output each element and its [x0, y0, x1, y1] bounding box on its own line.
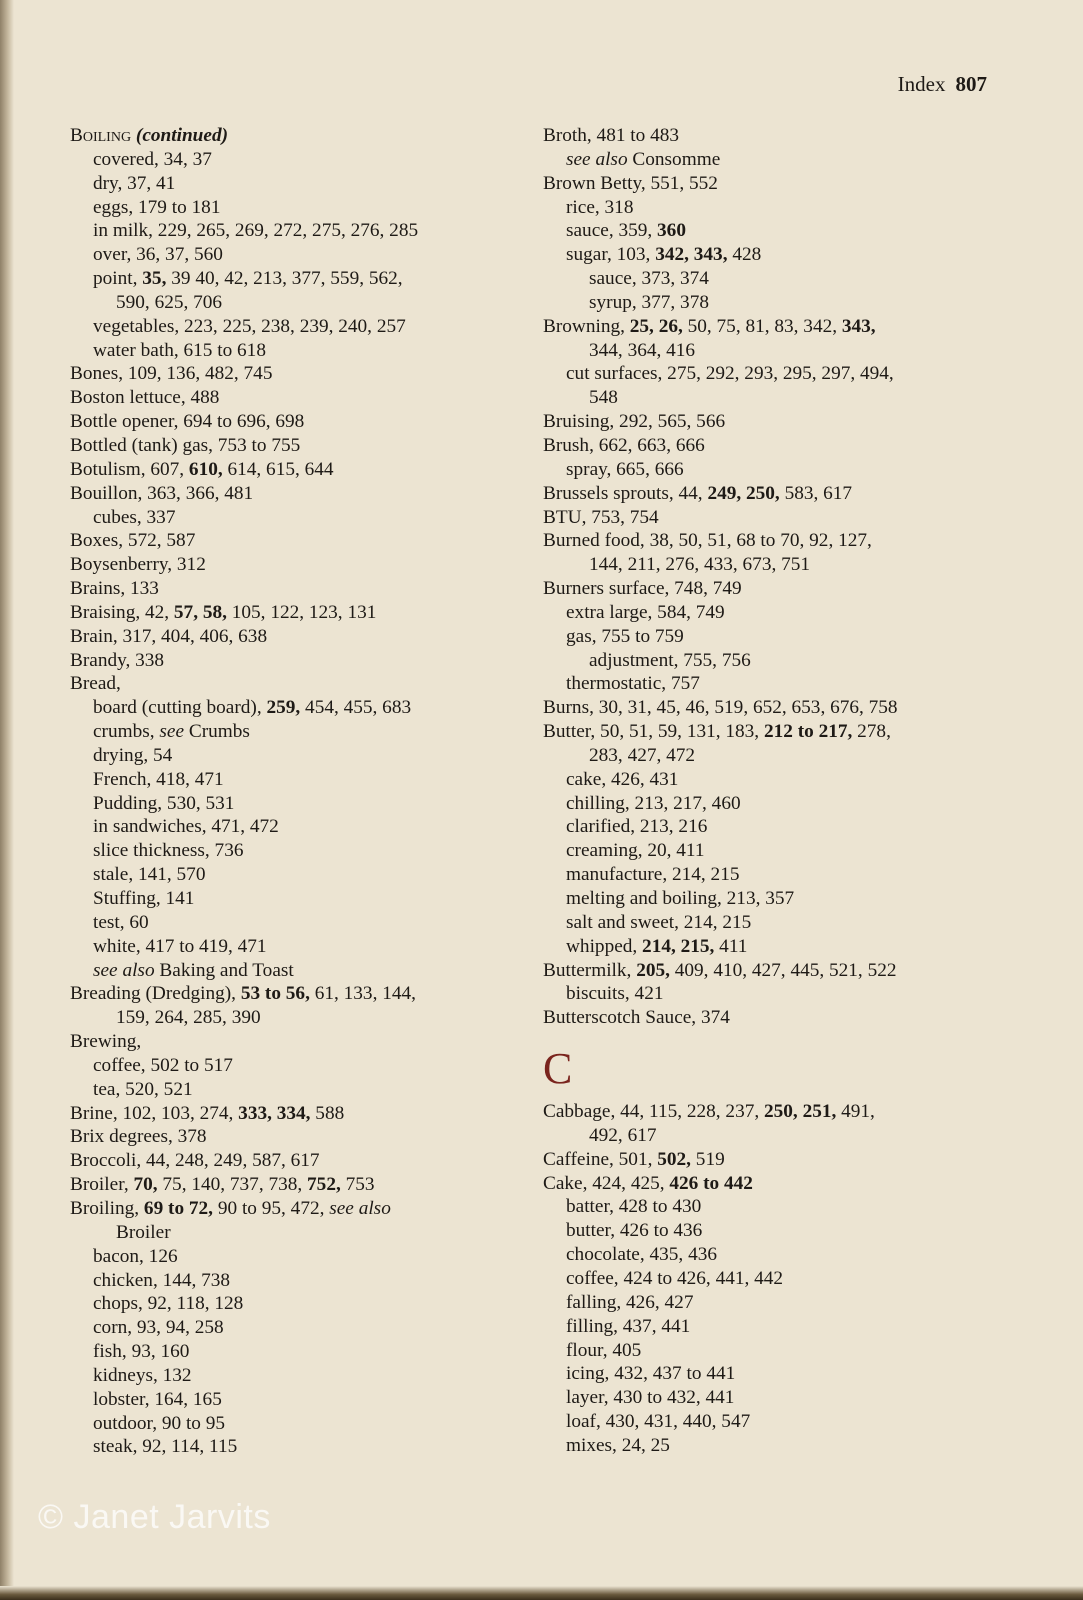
entry-text: Bruising, 292, 565, 566	[543, 411, 726, 433]
index-subentry	[543, 768, 989, 792]
entry-text: adjustment, 755, 756	[589, 649, 751, 671]
index-entry	[70, 1125, 516, 1149]
index-subentry	[70, 148, 516, 172]
index-subentry	[70, 1340, 516, 1364]
index-subentry	[543, 1315, 989, 1339]
entry-text: icing, 432, 437 to 441	[566, 1363, 736, 1385]
entry-text: Broiling,	[70, 1197, 144, 1219]
index-subentry	[70, 267, 516, 291]
entry-text: manufacture, 214, 215	[566, 864, 740, 886]
index-entry	[70, 362, 516, 386]
entry-text: 342, 343,	[655, 244, 728, 266]
index-entry	[70, 577, 516, 601]
index-subentry	[70, 1006, 516, 1030]
index-subentry	[70, 1054, 516, 1078]
index-entry	[543, 696, 989, 720]
entry-text: in milk, 229, 265, 269, 272, 275, 276, 285	[93, 220, 419, 242]
index-subentry	[70, 1078, 516, 1102]
entry-text: 583, 617	[779, 482, 853, 504]
index-entry	[70, 553, 516, 577]
index-subentry	[70, 696, 516, 720]
entry-text: creaming, 20, 411	[566, 840, 705, 862]
index-entry	[70, 434, 516, 458]
index-subentry	[543, 553, 989, 577]
entry-text: batter, 428 to 430	[566, 1196, 702, 1218]
entry-text: point,	[93, 268, 143, 290]
entry-text: 426 to 442	[669, 1172, 753, 1194]
entry-text: steak, 92, 114, 115	[93, 1436, 238, 1458]
entry-text: Brain, 317, 404, 406, 638	[70, 625, 268, 647]
entry-text: melting and boiling, 213, 357	[566, 888, 795, 909]
index-subentry	[543, 1243, 989, 1267]
index-subentry	[543, 1386, 989, 1410]
entry-text: 61, 133, 144,	[309, 983, 416, 1005]
entry-text: 50, 75, 81, 83, 342,	[682, 315, 842, 337]
entry-text: 409, 410, 427, 445, 521, 522	[669, 959, 897, 981]
index-subentry	[70, 959, 516, 983]
entry-text: 259,	[266, 697, 301, 719]
entry-text: board (cutting board),	[93, 697, 267, 719]
entry-text: 283, 427, 472	[589, 744, 696, 766]
index-entry	[543, 410, 989, 434]
index-subentry	[543, 839, 989, 863]
index-subentry	[70, 1435, 516, 1459]
entry-text: Cabbage, 44, 115, 228, 237,	[543, 1101, 764, 1123]
index-entry	[70, 649, 516, 673]
entry-text: 144, 211, 276, 433, 673, 751	[589, 554, 811, 576]
index-subentry	[70, 1221, 516, 1245]
entry-text: C	[543, 1044, 573, 1094]
index-subentry	[70, 887, 516, 911]
entry-text: see also	[93, 959, 155, 981]
entry-text: 25, 26,	[629, 315, 683, 337]
entry-text: 614, 615, 644	[222, 458, 334, 480]
entry-text: coffee, 502 to 517	[93, 1054, 233, 1076]
entry-text: 360	[657, 220, 686, 242]
index-entry	[543, 172, 989, 196]
page-bottom-edge	[0, 1586, 1083, 1600]
entry-text: chilling, 213, 217, 460	[566, 792, 741, 814]
entry-text: gas, 755 to 759	[566, 625, 684, 647]
index-entry	[543, 1148, 989, 1172]
entry-text: falling, 426, 427	[566, 1291, 694, 1313]
index-subentry	[543, 935, 989, 959]
entry-text: 502,	[657, 1148, 691, 1170]
entry-text: covered, 34, 37	[93, 148, 212, 170]
entry-text: BTU, 753, 754	[543, 506, 659, 528]
entry-text: Broccoli, 44, 248, 249, 587, 617	[70, 1150, 320, 1172]
index-subentry	[70, 196, 516, 220]
entry-text: Stuffing, 141	[93, 888, 195, 909]
entry-text: Brown Betty, 551, 552	[543, 172, 718, 194]
entry-text: see also	[329, 1197, 391, 1219]
entry-text: sugar, 103,	[566, 244, 656, 266]
index-subentry	[70, 219, 516, 243]
entry-text: butter, 426 to 436	[566, 1220, 703, 1242]
entry-text: over, 36, 37, 560	[93, 244, 223, 266]
entry-text: 90 to 95, 472,	[213, 1197, 330, 1219]
index-subentry	[70, 1316, 516, 1340]
index-entry	[543, 1006, 989, 1030]
entry-text: Brush, 662, 663, 666	[543, 434, 705, 456]
index-subentry	[543, 458, 989, 482]
entry-text: rice, 318	[566, 196, 634, 218]
index-entry	[70, 1030, 516, 1054]
index-subentry	[543, 625, 989, 649]
entry-text: fish, 93, 160	[93, 1341, 190, 1363]
index-subentry	[543, 1195, 989, 1219]
index-entry	[70, 625, 516, 649]
entry-text: corn, 93, 94, 258	[93, 1317, 224, 1339]
index-entry	[70, 1197, 516, 1221]
entry-text: Boysenberry, 312	[70, 554, 206, 576]
entry-text: cut surfaces, 275, 292, 293, 295, 297, 494,	[566, 363, 894, 385]
entry-text: filling, 437, 441	[566, 1315, 691, 1337]
index-entry	[70, 458, 516, 482]
entry-text: chocolate, 435, 436	[566, 1244, 717, 1266]
entry-text: chicken, 144, 738	[93, 1269, 231, 1291]
index-subentry	[70, 1245, 516, 1269]
entry-text: 70,	[133, 1174, 158, 1196]
entry-text: Brussels sprouts, 44,	[543, 482, 708, 504]
index-subentry	[70, 911, 516, 935]
entry-text: 492, 617	[589, 1124, 657, 1146]
entry-text: Boiling	[70, 125, 132, 146]
index-subentry	[70, 506, 516, 530]
entry-text: Bottle opener, 694 to 696, 698	[70, 411, 305, 433]
index-subentry	[70, 1269, 516, 1293]
index-entry	[70, 1149, 516, 1173]
entry-text: 428	[727, 244, 762, 266]
index-entry	[70, 601, 516, 625]
index-subentry	[543, 1362, 989, 1386]
index-subentry	[543, 649, 989, 673]
entry-text: 344, 364, 416	[589, 339, 696, 361]
entry-text: Brine, 102, 103, 274,	[70, 1102, 239, 1124]
index-entry	[543, 315, 989, 339]
entry-text: Crumbs	[184, 721, 250, 743]
index-entry	[70, 672, 516, 696]
entry-text: crumbs,	[93, 721, 160, 743]
entry-text: syrup, 377, 378	[589, 291, 709, 313]
index-entry	[543, 506, 989, 530]
entry-text: 491,	[836, 1101, 875, 1123]
index-subentry	[70, 1292, 516, 1316]
entry-text: eggs, 179 to 181	[93, 196, 221, 218]
index-subentry	[70, 720, 516, 744]
entry-text: cubes, 337	[93, 506, 176, 528]
entry-text: 205,	[636, 959, 670, 981]
index-subentry	[70, 315, 516, 339]
index-entry	[543, 1172, 989, 1196]
entry-text: spray, 665, 666	[566, 458, 684, 480]
entry-text: Bread,	[70, 673, 121, 695]
index-subentry	[543, 1434, 989, 1458]
entry-text: 752,	[307, 1174, 341, 1196]
entry-text: 454, 455, 683	[300, 697, 412, 719]
entry-text: Baking and Toast	[154, 959, 294, 981]
entry-text: Butterscotch Sauce, 374	[543, 1007, 730, 1029]
entry-text: coffee, 424 to 426, 441, 442	[566, 1267, 784, 1289]
entry-text: 278,	[852, 721, 891, 743]
entry-text: Consomme	[627, 148, 721, 170]
entry-text: tea, 520, 521	[93, 1078, 193, 1100]
entry-text: (continued)	[135, 125, 229, 146]
index-subentry	[543, 601, 989, 625]
entry-text: see	[159, 721, 185, 743]
index-subentry	[543, 339, 989, 363]
entry-text: Brix degrees, 378	[70, 1126, 207, 1148]
index-subentry	[70, 339, 516, 363]
index-subentry	[543, 982, 989, 1006]
entry-text: Botulism, 607,	[70, 458, 189, 480]
book-spine-shadow	[0, 0, 14, 1600]
entry-text: 249, 250,	[707, 482, 780, 504]
entry-text: 159, 264, 285, 390	[116, 1007, 261, 1029]
index-subentry	[70, 744, 516, 768]
entry-text: Broiler	[116, 1221, 171, 1243]
entry-text: Browning,	[543, 315, 630, 337]
header-title: Index	[897, 72, 946, 96]
entry-text: Pudding, 530, 531	[93, 792, 235, 814]
index-subentry	[543, 1267, 989, 1291]
index-subentry	[70, 1364, 516, 1388]
index-subentry	[543, 1219, 989, 1243]
entry-text: dry, 37, 41	[93, 172, 176, 194]
index-entry	[70, 529, 516, 553]
entry-text: 333, 334,	[238, 1102, 311, 1124]
entry-text: extra large, 584, 749	[566, 601, 725, 623]
index-subentry	[70, 863, 516, 887]
index-column-left	[70, 124, 516, 1459]
index-subentry	[543, 887, 989, 911]
section-letter	[543, 1044, 989, 1094]
entry-text: Caffeine, 501,	[543, 1148, 658, 1170]
index-entry	[543, 959, 989, 983]
index-entry	[543, 482, 989, 506]
index-subentry	[70, 291, 516, 315]
entry-text: in sandwiches, 471, 472	[93, 816, 279, 838]
index-entry	[70, 410, 516, 434]
entry-text: Bouillon, 363, 366, 481	[70, 482, 254, 504]
index-column-right	[543, 124, 989, 1458]
entry-text: 588	[310, 1102, 345, 1124]
index-subentry	[543, 815, 989, 839]
entry-text: cake, 426, 431	[566, 768, 679, 790]
index-subentry	[70, 172, 516, 196]
entry-text: 343,	[841, 315, 876, 337]
index-subentry	[543, 1291, 989, 1315]
entry-text: water bath, 615 to 618	[93, 339, 266, 361]
entry-text: 753	[340, 1174, 375, 1196]
entry-text: Bones, 109, 136, 482, 745	[70, 363, 273, 385]
index-entry	[543, 577, 989, 601]
index-subentry	[543, 267, 989, 291]
entry-text: see also	[566, 148, 628, 170]
entry-text: thermostatic, 757	[566, 673, 700, 695]
index-subentry	[543, 291, 989, 315]
entry-text: 57, 58,	[173, 601, 227, 623]
index-subentry	[543, 863, 989, 887]
entry-text: sauce, 359,	[566, 220, 658, 242]
index-subentry	[543, 196, 989, 220]
entry-text: whipped,	[566, 935, 643, 957]
entry-text: chops, 92, 118, 128	[93, 1293, 244, 1315]
entry-text: Burns, 30, 31, 45, 46, 519, 652, 653, 676, 758	[543, 697, 898, 719]
entry-text: biscuits, 421	[566, 983, 664, 1005]
entry-text: clarified, 213, 216	[566, 816, 708, 838]
index-entry	[70, 1102, 516, 1126]
entry-text: 214, 215,	[642, 935, 715, 957]
entry-text: lobster, 164, 165	[93, 1388, 222, 1410]
entry-text: 519	[690, 1148, 725, 1170]
running-header	[898, 72, 987, 97]
index-entry	[543, 529, 989, 553]
entry-text: 548	[589, 387, 618, 409]
index-entry	[543, 720, 989, 744]
entry-text: 250, 251,	[764, 1101, 837, 1123]
entry-text: slice thickness, 736	[93, 840, 244, 862]
entry-text: Buttermilk,	[543, 959, 637, 981]
index-subentry	[543, 1124, 989, 1148]
entry-text: Butter, 50, 51, 59, 131, 183,	[543, 721, 764, 743]
entry-text: Broiler,	[70, 1174, 134, 1196]
entry-text: 411	[714, 935, 748, 957]
index-subentry	[543, 1339, 989, 1363]
entry-text: 75, 140, 737, 738,	[157, 1174, 308, 1196]
index-entry	[70, 124, 516, 148]
index-subentry	[70, 815, 516, 839]
entry-text: sauce, 373, 374	[589, 268, 709, 290]
entry-text: kidneys, 132	[93, 1364, 192, 1386]
index-entry	[70, 982, 516, 1006]
index-subentry	[70, 243, 516, 267]
index-subentry	[70, 768, 516, 792]
entry-text: Burners surface, 748, 749	[543, 578, 742, 600]
page-number: 807	[955, 72, 987, 96]
index-subentry	[543, 243, 989, 267]
entry-text: mixes, 24, 25	[566, 1434, 670, 1456]
entry-text: 69 to 72,	[143, 1197, 214, 1219]
entry-text: stale, 141, 570	[93, 864, 206, 886]
entry-text: 39 40, 42, 213, 377, 559, 562,	[166, 268, 403, 290]
entry-text: 105, 122, 123, 131	[226, 601, 377, 623]
index-subentry	[543, 744, 989, 768]
entry-text: Burned food, 38, 50, 51, 68 to 70, 92, 127,	[543, 530, 872, 552]
entry-text: flour, 405	[566, 1339, 642, 1361]
entry-text: Brandy, 338	[70, 649, 165, 671]
index-entry	[543, 124, 989, 148]
entry-text: 53 to 56,	[240, 983, 310, 1005]
index-entry	[70, 386, 516, 410]
index-subentry	[543, 219, 989, 243]
index-entry	[70, 482, 516, 506]
entry-text: bacon, 126	[93, 1245, 178, 1267]
index-subentry	[70, 935, 516, 959]
entry-text: 590, 625, 706	[116, 291, 223, 313]
entry-text: drying, 54	[93, 744, 173, 766]
entry-text: Braising, 42,	[70, 601, 174, 623]
entry-text: Brewing,	[70, 1031, 142, 1053]
entry-text: Bottled (tank) gas, 753 to 755	[70, 434, 301, 456]
entry-text: test, 60	[93, 911, 149, 933]
index-subentry	[543, 362, 989, 386]
index-subentry	[543, 792, 989, 816]
entry-text: Boston lettuce, 488	[70, 387, 220, 409]
index-entry	[543, 1100, 989, 1124]
index-entry	[543, 434, 989, 458]
entry-text: salt and sweet, 214, 215	[566, 911, 752, 933]
entry-text: 610,	[188, 458, 223, 480]
index-subentry	[543, 386, 989, 410]
entry-text: Cake, 424, 425,	[543, 1172, 670, 1194]
entry-text: white, 417 to 419, 471	[93, 935, 267, 957]
entry-text: Breading (Dredging),	[70, 983, 241, 1005]
entry-text: outdoor, 90 to 95	[93, 1412, 226, 1434]
entry-text: layer, 430 to 432, 441	[566, 1387, 735, 1409]
entry-text: loaf, 430, 431, 440, 547	[566, 1411, 751, 1433]
index-subentry	[70, 1388, 516, 1412]
entry-text: Broth, 481 to 483	[543, 125, 680, 146]
copyright-watermark: © Janet Jarvits	[38, 1498, 271, 1536]
index-subentry	[70, 792, 516, 816]
index-subentry	[543, 1410, 989, 1434]
index-subentry	[543, 672, 989, 696]
entry-text: vegetables, 223, 225, 238, 239, 240, 257	[93, 315, 406, 337]
index-entry	[70, 1173, 516, 1197]
entry-text: Boxes, 572, 587	[70, 530, 196, 552]
index-subentry	[70, 839, 516, 863]
entry-text: Brains, 133	[70, 578, 159, 600]
entry-text: 35,	[142, 268, 167, 290]
entry-text: French, 418, 471	[93, 768, 224, 790]
index-subentry	[70, 1412, 516, 1436]
entry-text: 212 to 217,	[763, 721, 853, 743]
index-subentry	[543, 148, 989, 172]
index-subentry	[543, 911, 989, 935]
